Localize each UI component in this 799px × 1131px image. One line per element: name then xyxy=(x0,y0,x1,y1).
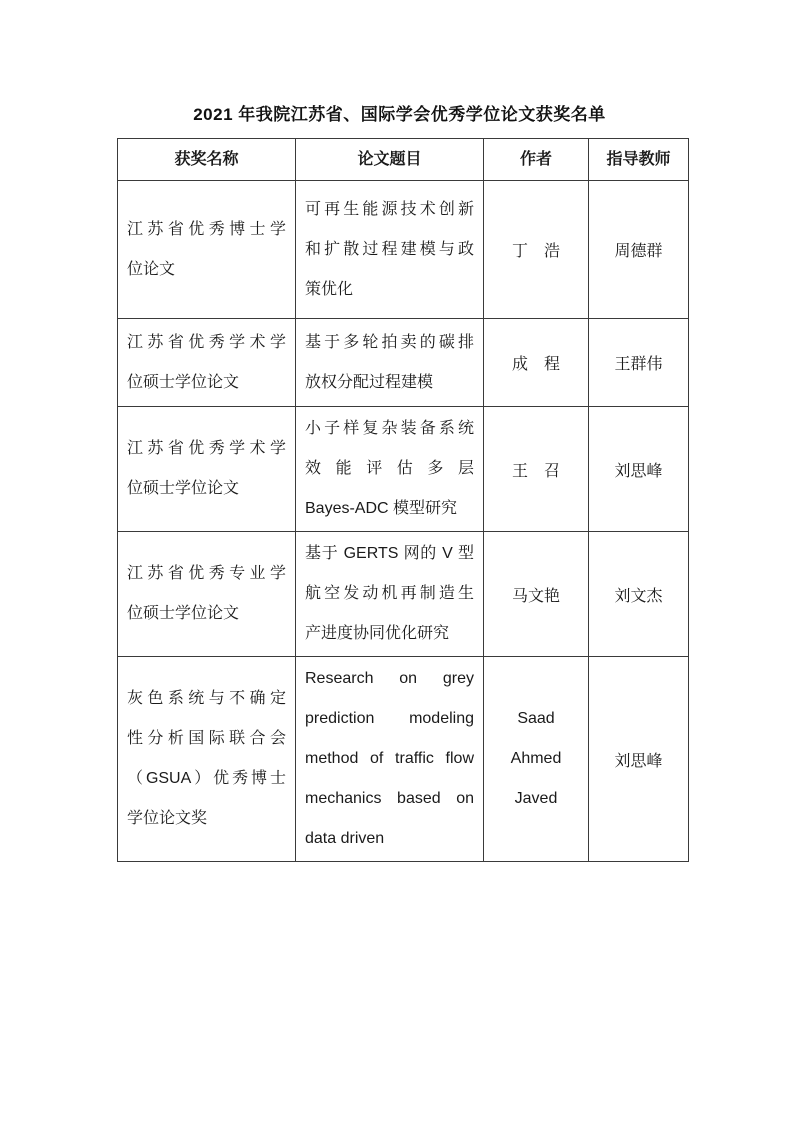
table-row xyxy=(118,407,689,532)
author-cell: 丁 浩 xyxy=(484,181,589,319)
table-row xyxy=(118,532,689,657)
thesis-title-cell: Research on grey prediction modeling method of traffic flow mechanics based on data driven xyxy=(296,657,484,862)
thesis-title-cell: 基于多轮拍卖的碳排 放权分配过程建模 xyxy=(296,319,484,407)
advisor-cell: 周德群 xyxy=(589,181,689,319)
award-name-cell: 江苏省优秀博士学 位论文 xyxy=(118,181,296,319)
author-cell: Saad Ahmed Javed xyxy=(484,657,589,862)
column-header-award: 获奖名称 xyxy=(118,139,296,181)
advisor-cell: 王群伟 xyxy=(589,319,689,407)
table-row xyxy=(118,319,689,407)
advisor-cell: 刘思峰 xyxy=(589,407,689,532)
table-row xyxy=(118,181,689,319)
award-name-cell: 江苏省优秀专业学 位硕士学位论文 xyxy=(118,532,296,657)
author-cell: 王 召 xyxy=(484,407,589,532)
column-header-advisor: 指导教师 xyxy=(589,139,689,181)
column-header-author: 作者 xyxy=(484,139,589,181)
author-cell: 成 程 xyxy=(484,319,589,407)
award-name-cell: 江苏省优秀学术学 位硕士学位论文 xyxy=(118,407,296,532)
header-row xyxy=(118,139,689,181)
advisor-cell: 刘文杰 xyxy=(589,532,689,657)
advisor-cell: 刘思峰 xyxy=(589,657,689,862)
thesis-title-cell: 小子样复杂装备系统 效能评估多层 Bayes-ADC 模型研究 xyxy=(296,407,484,532)
thesis-title-cell: 可再生能源技术创新 和扩散过程建模与政 策优化 xyxy=(296,181,484,319)
thesis-title-cell: 基于 GERTS 网的 V 型 航空发动机再制造生 产进度协同优化研究 xyxy=(296,532,484,657)
award-name-cell: 江苏省优秀学术学 位硕士学位论文 xyxy=(118,319,296,407)
award-name-cell: 灰色系统与不确定 性分析国际联合会 （GSUA）优秀博士 学位论文奖 xyxy=(118,657,296,862)
awards-table xyxy=(117,138,689,862)
table-row xyxy=(118,657,689,862)
author-cell: 马文艳 xyxy=(484,532,589,657)
column-header-title: 论文题目 xyxy=(296,139,484,181)
document-title: 2021 年我院江苏省、国际学会优秀学位论文获奖名单 xyxy=(193,105,606,124)
